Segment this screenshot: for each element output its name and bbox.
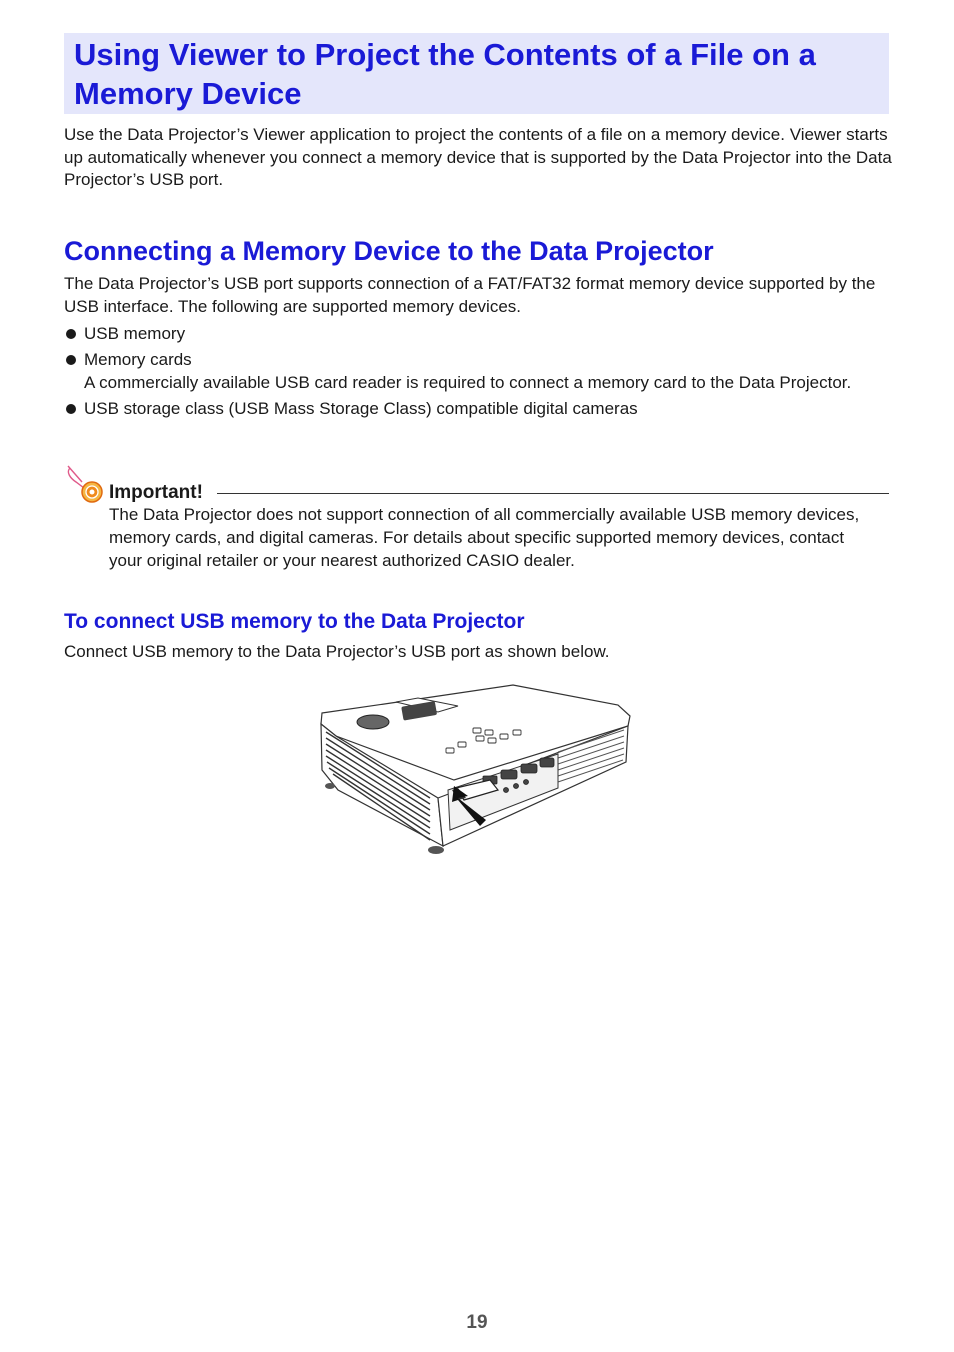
list-item-text: USB storage class (USB Mass Storage Class) compatible digital cameras (84, 399, 638, 418)
projector-usb-illustration (318, 680, 636, 860)
important-divider (217, 493, 889, 494)
page-number: 19 (466, 1312, 488, 1333)
list-item (64, 348, 884, 394)
subsection-body-usb: Connect USB memory to the Data Projector’s USB port as shown below. (64, 642, 610, 661)
section-body-connecting: The Data Projector’s USB port supports connection of a FAT/FAT32 format memory device supported by the USB interface. The following are supported memory devices. (64, 274, 876, 316)
important-text: The Data Projector does not support connection of all commercially available USB memory devices, memory cards, and digital cameras. For details about specific supported memory devices, contact your original retailer or your nearest authorized CASIO dealer. (109, 505, 860, 570)
intro-paragraph: Use the Data Projector’s Viewer application to project the contents of a file on a memory device. Viewer starts up automatically whenever you connect a memory device that is supported by the Data Projector into the Data Projector’s USB port. (64, 125, 892, 189)
list-item-subtext: A commercially available USB card reader is required to connect a memory card to the Data Projector. (84, 373, 852, 392)
list-item (64, 397, 884, 420)
bullet-icon (66, 355, 76, 365)
page-title: Using Viewer to Project the Contents of a File on a Memory Device (74, 37, 816, 111)
bullet-icon (66, 329, 76, 339)
subsection-heading-usb: To connect USB memory to the Data Projector (64, 610, 525, 633)
list-item-text: Memory cards (84, 350, 192, 369)
title-band (64, 33, 889, 114)
important-label: Important! (109, 482, 203, 503)
list-item-text: USB memory (84, 324, 186, 343)
bullet-icon (66, 404, 76, 414)
section-heading-connecting: Connecting a Memory Device to the Data Projector (64, 236, 714, 266)
supported-devices-list (64, 322, 884, 423)
pushpin-icon (64, 462, 106, 504)
list-item (64, 322, 884, 345)
